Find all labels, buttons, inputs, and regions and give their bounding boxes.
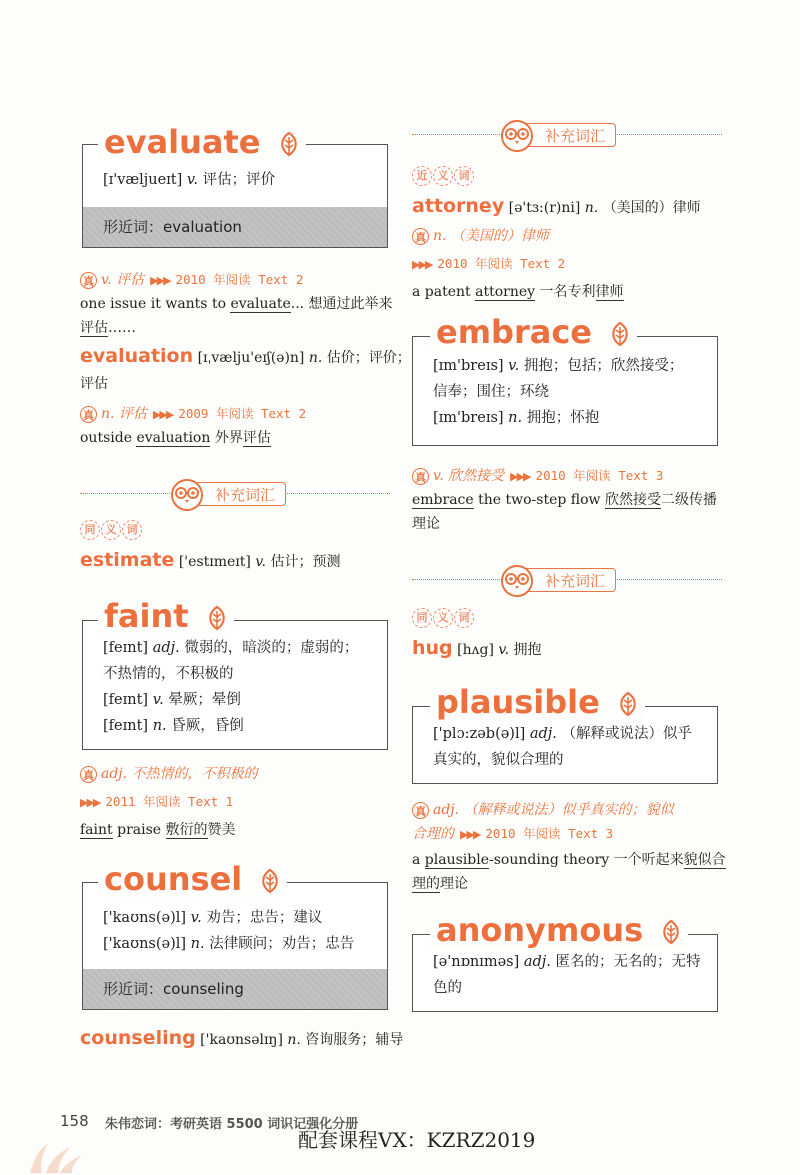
leaf-icon xyxy=(206,605,228,631)
leaf-icon xyxy=(259,868,281,894)
page-number: 158 xyxy=(60,1112,89,1130)
exam-line-faint: 真 adj. 不热情的，不积极的 xyxy=(80,762,258,786)
entry-estimate: estimate ['estɪmeɪt] v. 估计；预测 xyxy=(80,549,341,571)
exam-line-embrace: 真 v. 欣然接受 ▶▶▶ 2010 年阅读 Text 3 xyxy=(412,464,663,489)
near-synonym-label: 近 义 词 xyxy=(412,166,475,186)
leaf-icon xyxy=(278,131,300,157)
arrow-icon: ▶▶▶ xyxy=(412,258,432,271)
entry-box-plausible: ['plɔ:zəb(ə)l] adj. （解释或说法）似乎 真实的，貌似合理的 xyxy=(412,706,718,784)
evaluate-definition: [ɪ'væljueɪt] v. 评估；评价 xyxy=(103,172,276,188)
example-plausible-line2: 理的理论 xyxy=(412,876,468,892)
exam-year-faint: ▶▶▶ 2011 年阅读 Text 1 xyxy=(80,794,234,809)
exam-line-attorney: 真 n. （美国的）律师 xyxy=(412,224,549,248)
example-attorney: a patent attorney 一名专利律师 xyxy=(412,284,624,300)
example-faint: faint praise 敷衍的赞美 xyxy=(80,822,236,838)
zhen-badge: 真 xyxy=(80,272,97,289)
entry-box-embrace: [ɪm'breɪs] v. 拥抱；包括；欣然接受； 信奉；围住；环绕 [ɪm'breɪs] n. 拥抱；怀抱 xyxy=(412,336,718,446)
supplement-banner: 补充词汇 xyxy=(412,118,722,152)
zhen-badge: 真 xyxy=(412,468,429,485)
exam-line-evaluate: 真 v. 评估 ▶▶▶ 2010 年阅读 Text 2 xyxy=(80,268,303,293)
book-title: 朱伟恋词：考研英语 5500 词识记强化分册 xyxy=(105,1117,359,1132)
headword-counsel: counsel xyxy=(98,861,287,897)
entry-evaluation-line2: 评估 xyxy=(80,376,108,392)
arrow-icon: ▶▶▶ xyxy=(80,796,100,809)
owl-icon xyxy=(499,119,535,153)
supplement-banner: 补充词汇 xyxy=(80,477,390,511)
entry-box-anonymous: [ə'nɒnɪməs] adj. 匿名的；无名的；无特 色的 xyxy=(412,934,718,1012)
example-embrace-line2: 理论 xyxy=(412,516,440,532)
headword-embrace: embrace xyxy=(430,314,637,350)
supplement-banner: 补充词汇 xyxy=(412,563,722,597)
similar-word-band: 形近词：counseling xyxy=(83,969,387,1009)
exam-year-plausible: 合理的 ▶▶▶ 2010 年阅读 Text 3 xyxy=(412,826,614,842)
arrow-icon: ▶▶▶ xyxy=(460,828,480,841)
synonym-label: 同 义 词 xyxy=(412,608,475,628)
entry-hug: hug [hʌg] v. 拥抱 xyxy=(412,637,542,659)
arrow-icon: ▶▶▶ xyxy=(510,470,530,483)
zhen-badge: 真 xyxy=(412,228,429,245)
example-evaluate-line2: 评估…… xyxy=(80,320,136,336)
arrow-icon: ▶▶▶ xyxy=(150,274,170,287)
leaf-icon xyxy=(660,919,682,945)
zhen-badge: 真 xyxy=(412,802,429,819)
zhen-badge: 真 xyxy=(80,766,97,783)
exam-year-attorney: ▶▶▶ 2010 年阅读 Text 2 xyxy=(412,256,566,271)
exam-line-evaluation: 真 n. 评估 ▶▶▶ 2009 年阅读 Text 2 xyxy=(80,402,306,427)
headword-faint: faint xyxy=(98,598,234,634)
synonym-label: 同 义 词 xyxy=(80,520,143,540)
entry-attorney: attorney [ə'tɜ:(r)ni] n. （美国的）律师 xyxy=(412,195,701,217)
headword-anonymous: anonymous xyxy=(430,912,688,948)
arrow-icon: ▶▶▶ xyxy=(152,408,173,421)
grass-decoration-icon xyxy=(20,1135,100,1173)
example-plausible: a plausible-sounding theory 一个听起来貌似合 xyxy=(412,852,726,868)
entry-counseling: counseling ['kaʊnsəlɪŋ] n. 咨询服务；辅导 xyxy=(80,1027,404,1049)
owl-icon xyxy=(169,478,205,512)
watermark-text: 配套课程VX：KZRZ2019 xyxy=(298,1128,536,1152)
headword-evaluate: evaluate xyxy=(98,124,306,160)
example-evaluation: outside evaluation 外界评估 xyxy=(80,430,271,446)
leaf-icon xyxy=(609,321,631,347)
entry-evaluation: evaluation [ɪˌvælju'eɪʃ(ə)n] n. 估价；评价； xyxy=(80,345,411,367)
zhen-badge: 真 xyxy=(80,406,97,423)
example-embrace: embrace the two-step flow 欣然接受二级传播 xyxy=(412,492,717,508)
exam-line-plausible: 真 adj. （解释或说法）似乎真实的；貌似 xyxy=(412,798,674,822)
owl-icon xyxy=(499,564,535,598)
similar-word-band: 形近词：evaluation xyxy=(83,207,387,247)
entry-box-faint: [feɪnt] adj. 微弱的，暗淡的；虚弱的； 不热情的，不积极的 [feɪnt] v. 晕厥；晕倒 [feɪnt] n. 昏厥，昏倒 xyxy=(82,620,388,750)
leaf-icon xyxy=(617,691,639,717)
example-evaluate: one issue it wants to evaluate... 想通过此举来 xyxy=(80,296,393,312)
entry-box-counsel: ['kaʊns(ə)l] v. 劝告；忠告；建议 ['kaʊns(ə)l] n. 法律顾问；劝告；忠告 形近词：counseling xyxy=(82,882,388,1010)
headword-plausible: plausible xyxy=(430,684,645,720)
